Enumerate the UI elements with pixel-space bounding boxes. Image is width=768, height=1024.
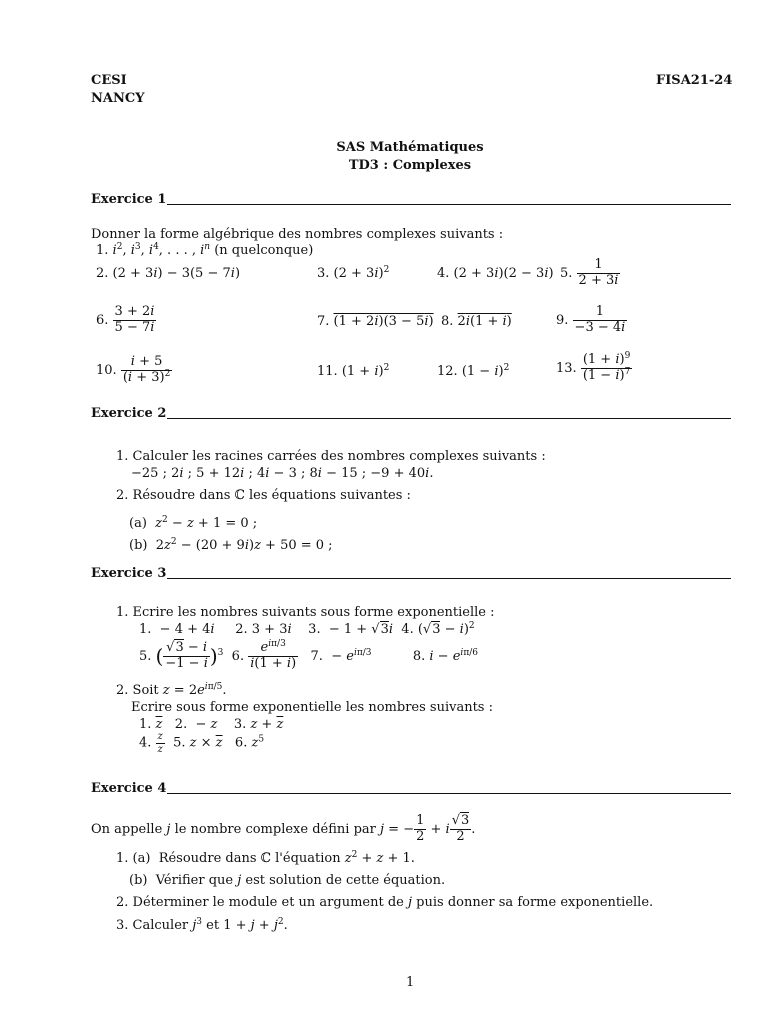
- header-class: FISA21-24: [656, 73, 733, 88]
- exercise-2-rule: [167, 418, 731, 419]
- ex4-question-1b: (b) Vérifier que j est solution de cette équation.: [129, 873, 446, 888]
- ex3-q2-row-1: 1. $\overline{z}$ 2. − z 3. $z + \overline{z}$: [139, 717, 284, 732]
- ex4-question-1a: 1. (a) Résoudre dans ℂ l'équation $z^2 + z + 1$.: [116, 850, 415, 866]
- exercise-3-rule: [167, 578, 731, 579]
- ex4-intro: On appelle j le nombre complexe défini par j = − $\frac{1}{2}$ + i $\frac{√3}{2}$ .: [91, 813, 476, 844]
- ex1-item-6: 6. $\frac{3 + 2i}{5 - 7i}$: [96, 304, 155, 335]
- ex3-question-1: 1. Ecrire les nombres suivants sous forme exponentielle :: [116, 605, 495, 620]
- ex4-question-3: 3. Calculer $j^3$ et $1 + j + j^2$.: [116, 917, 288, 933]
- exercise-2-heading: Exercice 2: [91, 406, 167, 421]
- ex2-question-2: 2. Résoudre dans ℂ les équations suivantes :: [116, 488, 411, 503]
- ex1-item-4: 4. (2 + 3i)(2 − 3i): [437, 266, 554, 281]
- ex1-item-9: 9. $\frac{1}{-3 - 4i}$: [556, 304, 626, 335]
- ex1-item-2: 2. (2 + 3i) − 3(5 − 7i): [96, 266, 241, 281]
- ex1-item-8: 8. 2i(1 + i): [441, 314, 512, 329]
- ex3-q2-row-2: 4. $\frac{z}{z}$ 5. $z \times \overline{z}$ 6. $z^5$: [139, 731, 265, 755]
- ex3-question-2-text: Ecrire sous forme exponentielle les nombres suivants :: [131, 700, 493, 715]
- ex4-question-2: 2. Déterminer le module et un argument de j puis donner sa forme exponentielle.: [116, 895, 654, 910]
- page-number: 1: [406, 975, 415, 990]
- doc-subtitle: TD3 : Complexes: [348, 158, 472, 173]
- exercise-3-heading: Exercice 3: [91, 566, 167, 581]
- ex1-item-5: 5. $\frac{1}{2 + 3i}$: [560, 257, 619, 288]
- ex1-item-10: 10. $\frac{i + 5}{(i + 3)^2}$: [96, 354, 171, 385]
- ex1-item-1: 1. $i^2$, $i^3$, $i^4$, . . . , $i^n$ (n quelconque): [96, 242, 314, 258]
- exercise-1-intro: Donner la forme algébrique des nombres complexes suivants :: [91, 227, 504, 242]
- ex3-q1-row-2: 5. ( $\frac{√3 - i}{-1 - i}$ )$^3$ 6. $e^{i\pi/3}$ i(1 + i) 7. − $e^{i\pi/3}$ 8. $i - e^{i\pi/6}$: [139, 639, 478, 671]
- ex1-item-3: 3. $(2 + 3i)^2$: [317, 265, 390, 281]
- header-city: NANCY: [91, 91, 145, 106]
- ex2-question-1: 1. Calculer les racines carrées des nombres complexes suivants :: [116, 449, 546, 464]
- ex1-item-11: 11. $(1 + i)^2$: [317, 363, 390, 379]
- ex2-roots-list: −25 ; 2i ; 5 + 12i ; 4i − 3 ; 8i − 15 ; −9 + 40i.: [131, 466, 434, 481]
- exercise-4-heading: Exercice 4: [91, 781, 167, 796]
- ex3-question-2: 2. Soit $z = 2e^{i\pi/5}$.: [116, 682, 227, 698]
- ex1-item-7: 7. (1 + 2i)(3 − 5i): [317, 314, 434, 329]
- exercise-4-rule: [167, 793, 731, 794]
- doc-title: SAS Mathématiques: [336, 140, 484, 155]
- ex2-equation-a: (a) $z^2 - z + 1 = 0$ ;: [129, 515, 258, 531]
- ex3-q1-row-1: 1. − 4 + 4i 2. 3 + 3i 3. − 1 + √3i 4. $(√3 - i)^2$: [139, 621, 475, 637]
- header-school: CESI: [91, 73, 127, 88]
- ex1-item-12: 12. $(1 - i)^2$: [437, 363, 510, 379]
- ex2-equation-b: (b) $2z^2 - (20 + 9i)z + 50 = 0$ ;: [129, 537, 333, 553]
- ex1-item-13: 13. $\frac{(1 + i)^9}{(1 - i)^7}$: [556, 351, 631, 383]
- exercise-1-heading: Exercice 1: [91, 192, 167, 207]
- exercise-1-rule: [167, 204, 731, 205]
